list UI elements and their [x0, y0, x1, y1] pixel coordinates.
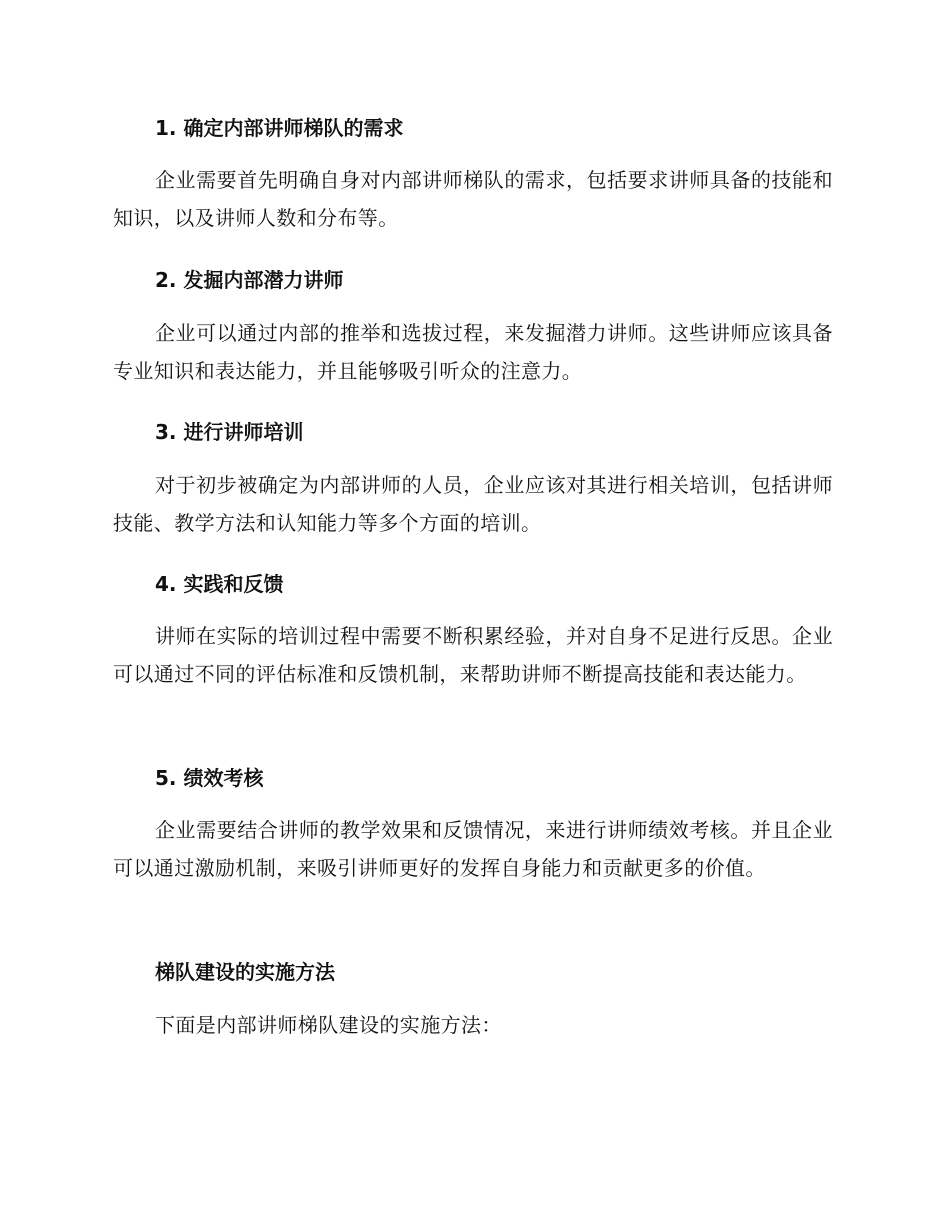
- section-paragraph-discover: 企业可以通过内部的推举和选拔过程，来发掘潜力讲师。这些讲师应该具备专业知识和表达能力，并且能够吸引听众的注意力。: [113, 321, 833, 383]
- section-heading-needs: 1. 确定内部讲师梯队的需求: [155, 116, 404, 140]
- section-heading-appraisal: 5. 绩效考核: [155, 766, 264, 790]
- section-heading-implementation: 梯队建设的实施方法: [155, 960, 335, 984]
- section-paragraph-training: 对于初步被确定为内部讲师的人员，企业应该对其进行相关培训，包括讲师技能、教学方法和认知能力等多个方面的培训。: [113, 473, 833, 535]
- section-heading-training: 3. 进行讲师培训: [155, 420, 304, 444]
- section-paragraph-practice: 讲师在实际的培训过程中需要不断积累经验，并对自身不足进行反思。企业可以通过不同的评估标准和反馈机制，来帮助讲师不断提高技能和表达能力。: [113, 624, 833, 686]
- section-heading-practice: 4. 实践和反馈: [155, 572, 284, 596]
- section-heading-discover: 2. 发掘内部潜力讲师: [155, 268, 344, 292]
- section-paragraph-appraisal: 企业需要结合讲师的教学效果和反馈情况，来进行讲师绩效考核。并且企业可以通过激励机制，来吸引讲师更好的发挥自身能力和贡献更多的价值。: [113, 818, 833, 880]
- section-paragraph-needs: 企业需要首先明确自身对内部讲师梯队的需求，包括要求讲师具备的技能和知识，以及讲师人数和分布等。: [113, 168, 833, 230]
- section-paragraph-implementation: 下面是内部讲师梯队建设的实施方法：: [155, 1013, 502, 1037]
